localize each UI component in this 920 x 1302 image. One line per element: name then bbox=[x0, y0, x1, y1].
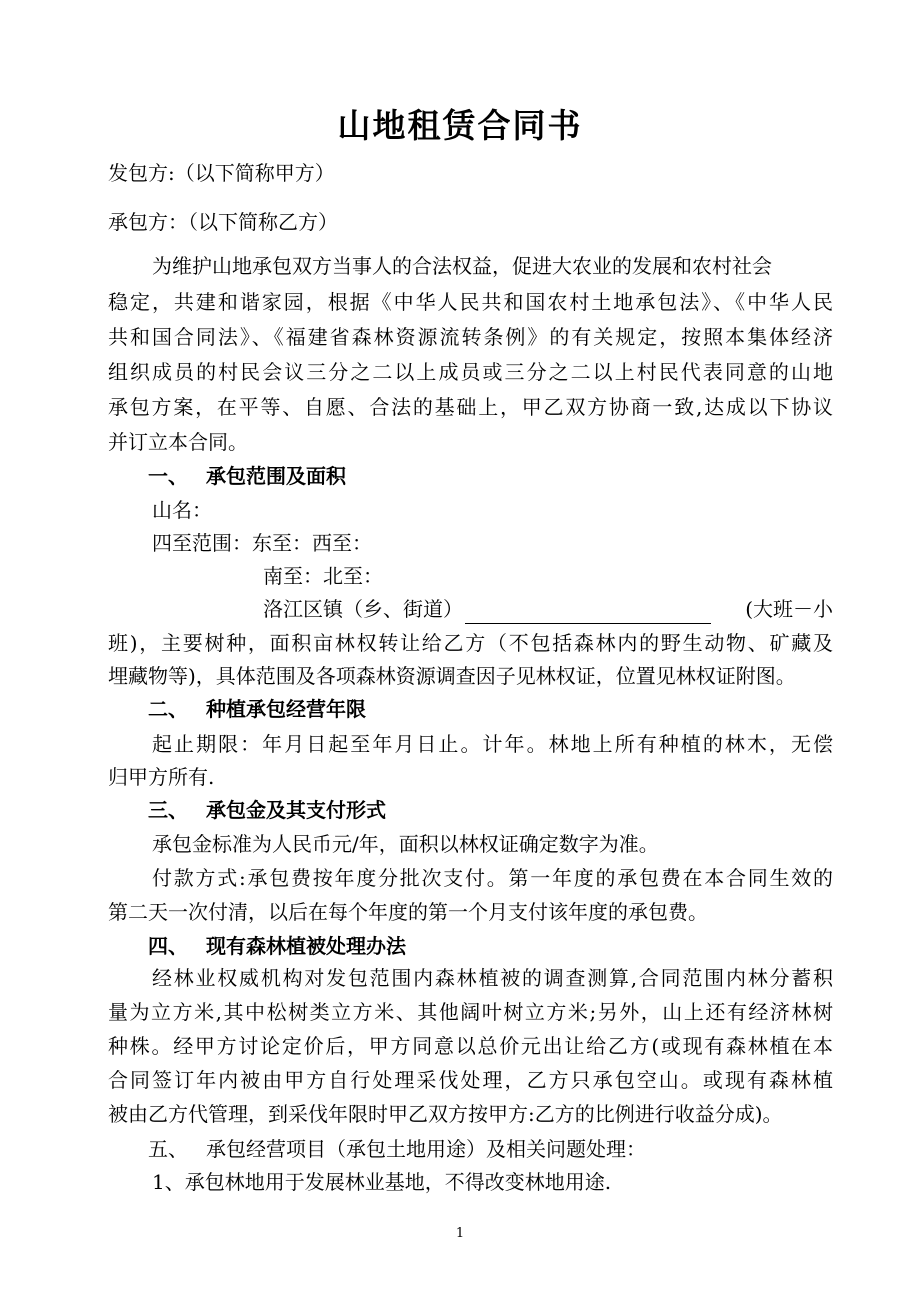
party-a-line: 发包方:（以下简称甲方） bbox=[108, 161, 335, 185]
boundary-east-west-line: 四至范围：东至：西至： bbox=[152, 531, 372, 555]
section-1-number: 一、 bbox=[148, 464, 188, 488]
location-text bbox=[263, 594, 713, 624]
preamble-line-3: 共和国合同法》、《福建省森林资源流转条例》的有关规定，按照本集体经济 bbox=[108, 325, 833, 349]
section-5-item-1: 1、承包林地用于发展林业基地，不得改变林地用途. bbox=[152, 1170, 612, 1194]
section-4-line-1: 经林业权威机构对发包范围内森林植被的调查测算,合同范围内林分蓄积 bbox=[152, 966, 833, 990]
location-label: 洛江区镇（乡、街道） bbox=[263, 597, 463, 621]
section-1-heading bbox=[148, 461, 833, 491]
section-5-number: 五、 bbox=[148, 1137, 188, 1161]
section-1-title: 承包范围及面积 bbox=[206, 464, 346, 488]
section-4-line-2: 量为立方米,其中松树类立方米、其他阔叶树立方米;另外，山上还有经济林树 bbox=[108, 1000, 833, 1024]
section-4-line-4: 合同签订年内被由甲方自行处理采伐处理，乙方只承包空山。或现有森林植 bbox=[108, 1068, 833, 1092]
section-4-line-3: 种株。经甲方讨论定价后，甲方同意以总价元出让给乙方(或现有森林植在本 bbox=[108, 1034, 833, 1058]
preamble-line-5: 承包方案，在平等、自愿、合法的基础上，甲乙双方协商一致,达成以下协议 bbox=[108, 395, 833, 419]
preamble-line-4: 组织成员的村民会议三分之二以上成员或三分之二以上村民代表同意的山地 bbox=[108, 360, 833, 384]
section-2-heading bbox=[148, 694, 833, 724]
section-3-line-1: 承包金标准为人民币元/年，面积以林权证确定数字为准。 bbox=[152, 832, 659, 856]
section-4-line-5: 被由乙方代管理，到采伐年限时甲乙双方按甲方:乙方的比例进行收益分成)。 bbox=[108, 1102, 783, 1126]
section-3-line-2: 付款方式:承包费按年度分批次支付。第一年度的承包费在本合同生效的 bbox=[152, 866, 833, 890]
location-blank-underline bbox=[465, 601, 711, 624]
section-4-heading bbox=[148, 931, 833, 961]
section-3-title: 承包金及其支付形式 bbox=[206, 798, 386, 822]
document-title: 山地租赁合同书 bbox=[337, 106, 583, 145]
preamble-line-1: 为维护山地承包双方当事人的合法权益，促进大农业的发展和农村社会 bbox=[152, 254, 772, 278]
preamble-line-6: 并订立本合同。 bbox=[108, 430, 248, 454]
section-5-title: 承包经营项目（承包土地用途）及相关问题处理： bbox=[206, 1137, 646, 1161]
section-2-title: 种植承包经营年限 bbox=[206, 697, 366, 721]
location-line bbox=[263, 594, 833, 624]
section-2-line-1: 起止期限：年月日起至年月日止。计年。林地上所有种植的林木，无偿 bbox=[152, 732, 833, 756]
section-1-line-1: 班)，主要树种，面积亩林权转让给乙方（不包括森林内的野生动物、矿藏及 bbox=[108, 631, 833, 655]
section-3-number: 三、 bbox=[148, 798, 188, 822]
boundary-south-north-line: 南至：北至： bbox=[263, 564, 383, 588]
preamble-line-2: 稳定，共建和谐家园，根据《中华人民共和国农村土地承包法》、《中华人民 bbox=[108, 290, 833, 314]
page-number: 1 bbox=[455, 1226, 465, 1241]
section-2-line-2: 归甲方所有. bbox=[108, 765, 215, 789]
section-3-heading bbox=[148, 795, 833, 825]
section-2-number: 二、 bbox=[148, 697, 188, 721]
section-5-heading bbox=[148, 1134, 833, 1164]
party-b-line: 承包方：（以下简称乙方） bbox=[108, 210, 338, 234]
location-suffix: (大班－小 bbox=[745, 597, 833, 621]
section-4-number: 四、 bbox=[148, 934, 188, 958]
section-1-line-2: 埋藏物等)，具体范围及各项森林资源调查因子见林权证，位置见林权证附图。 bbox=[108, 664, 796, 688]
section-3-line-3: 第二天一次付清，以后在每个年度的第一个月支付该年度的承包费。 bbox=[108, 900, 708, 924]
section-4-title: 现有森林植被处理办法 bbox=[206, 934, 406, 958]
mountain-name-line: 山名： bbox=[152, 498, 212, 522]
